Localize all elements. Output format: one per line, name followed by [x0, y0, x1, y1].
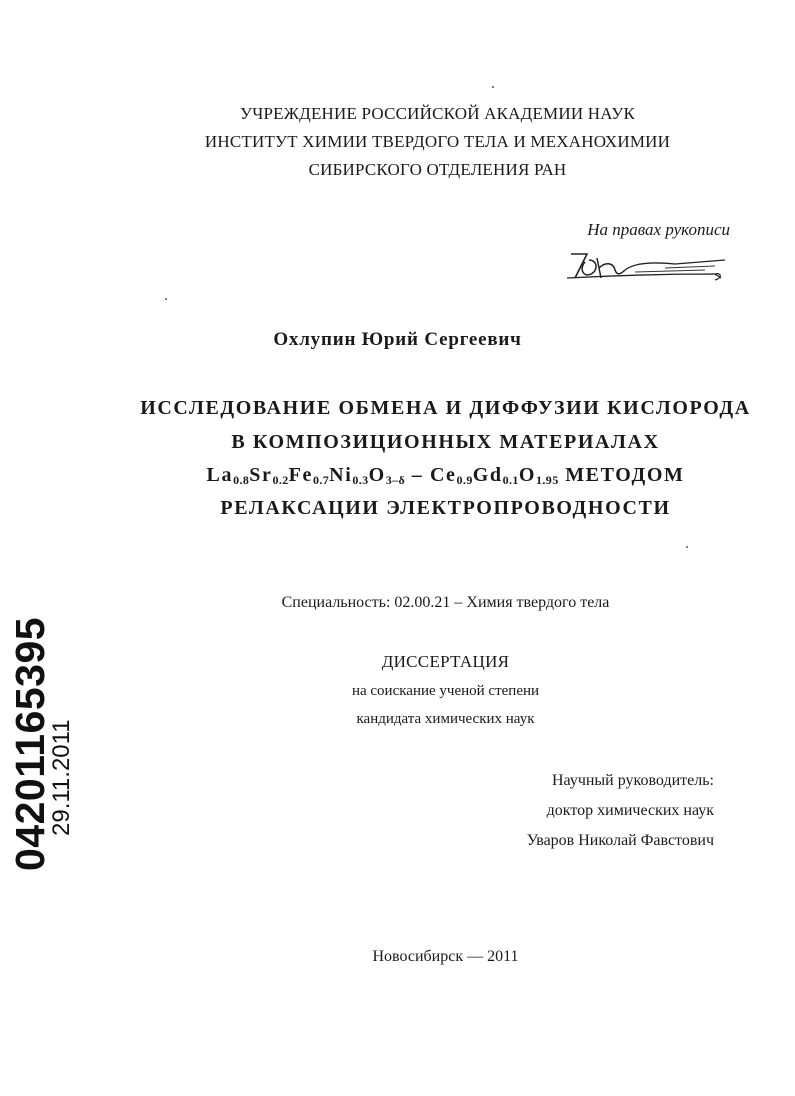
handwritten-signature: [565, 248, 735, 284]
institution-line-2: ИНСТИТУТ ХИМИИ ТВЕРДОГО ТЕЛА И МЕХАНОХИМИИ: [204, 132, 671, 151]
title-line-1: ИССЛЕДОВАНИЕ ОБМЕНА И ДИФФУЗИИ КИСЛОРОДА: [140, 397, 751, 419]
city-year: Новосибирск — 2011: [372, 948, 519, 965]
supervisor-degree: доктор химических наук: [546, 802, 714, 819]
formula-gd-sub: 0.1: [502, 473, 519, 487]
formula-o2: O: [518, 464, 536, 486]
formula-ce: Ce: [430, 464, 457, 486]
library-stamp-code: 04201165395: [7, 616, 53, 871]
title-formula-line: [48, 464, 795, 488]
title-line-2: В КОМПОЗИЦИОННЫХ МАТЕРИАЛАХ: [231, 431, 660, 453]
formula-sr-sub: 0.2: [272, 473, 289, 487]
scan-speck: [492, 86, 494, 88]
institution-line-3: СИБИРСКОГО ОТДЕЛЕНИЯ РАН: [308, 160, 567, 179]
formula-ni: Ni: [329, 464, 353, 486]
formula-ce-sub: 0.9: [456, 473, 473, 487]
formula-ni-sub: 0.3: [352, 473, 369, 487]
formula-gd: Gd: [472, 464, 503, 486]
author-name: Охлупин Юрий Сергеевич: [273, 329, 522, 350]
formula-la-sub: 0.8: [233, 473, 250, 487]
supervisor-label: Научный руководитель:: [551, 772, 714, 789]
manuscript-rights-note: На правах рукописи: [587, 220, 730, 239]
formula-o1-sub: 3–δ: [385, 473, 406, 487]
formula-la: La: [206, 464, 234, 486]
formula-sr: Sr: [249, 464, 273, 486]
supervisor-name: Уваров Николай Фавстович: [526, 832, 714, 849]
degree-line-1: на соискание ученой степени: [351, 683, 540, 699]
formula-tail: МЕТОДОМ: [558, 464, 685, 486]
formula-dash: –: [405, 464, 430, 486]
scan-speck: [165, 298, 167, 300]
formula-fe: Fe: [288, 464, 313, 486]
degree-line-2: кандидата химических наук: [356, 711, 535, 727]
formula-o1: O: [368, 464, 386, 486]
formula-o2-sub: 1.95: [536, 473, 559, 487]
specialty-line: Специальность: 02.00.21 – Химия твердого тела: [281, 594, 610, 611]
dissertation-heading: ДИССЕРТАЦИЯ: [381, 652, 510, 671]
scan-speck: [686, 546, 688, 548]
library-stamp-date: 29.11.2011: [48, 719, 75, 836]
title-line-4: РЕЛАКСАЦИИ ЭЛЕКТРОПРОВОДНОСТИ: [220, 497, 671, 519]
institution-line-1: УЧРЕЖДЕНИЕ РОССИЙСКОЙ АКАДЕМИИ НАУК: [240, 104, 635, 123]
formula-fe-sub: 0.7: [312, 473, 330, 487]
